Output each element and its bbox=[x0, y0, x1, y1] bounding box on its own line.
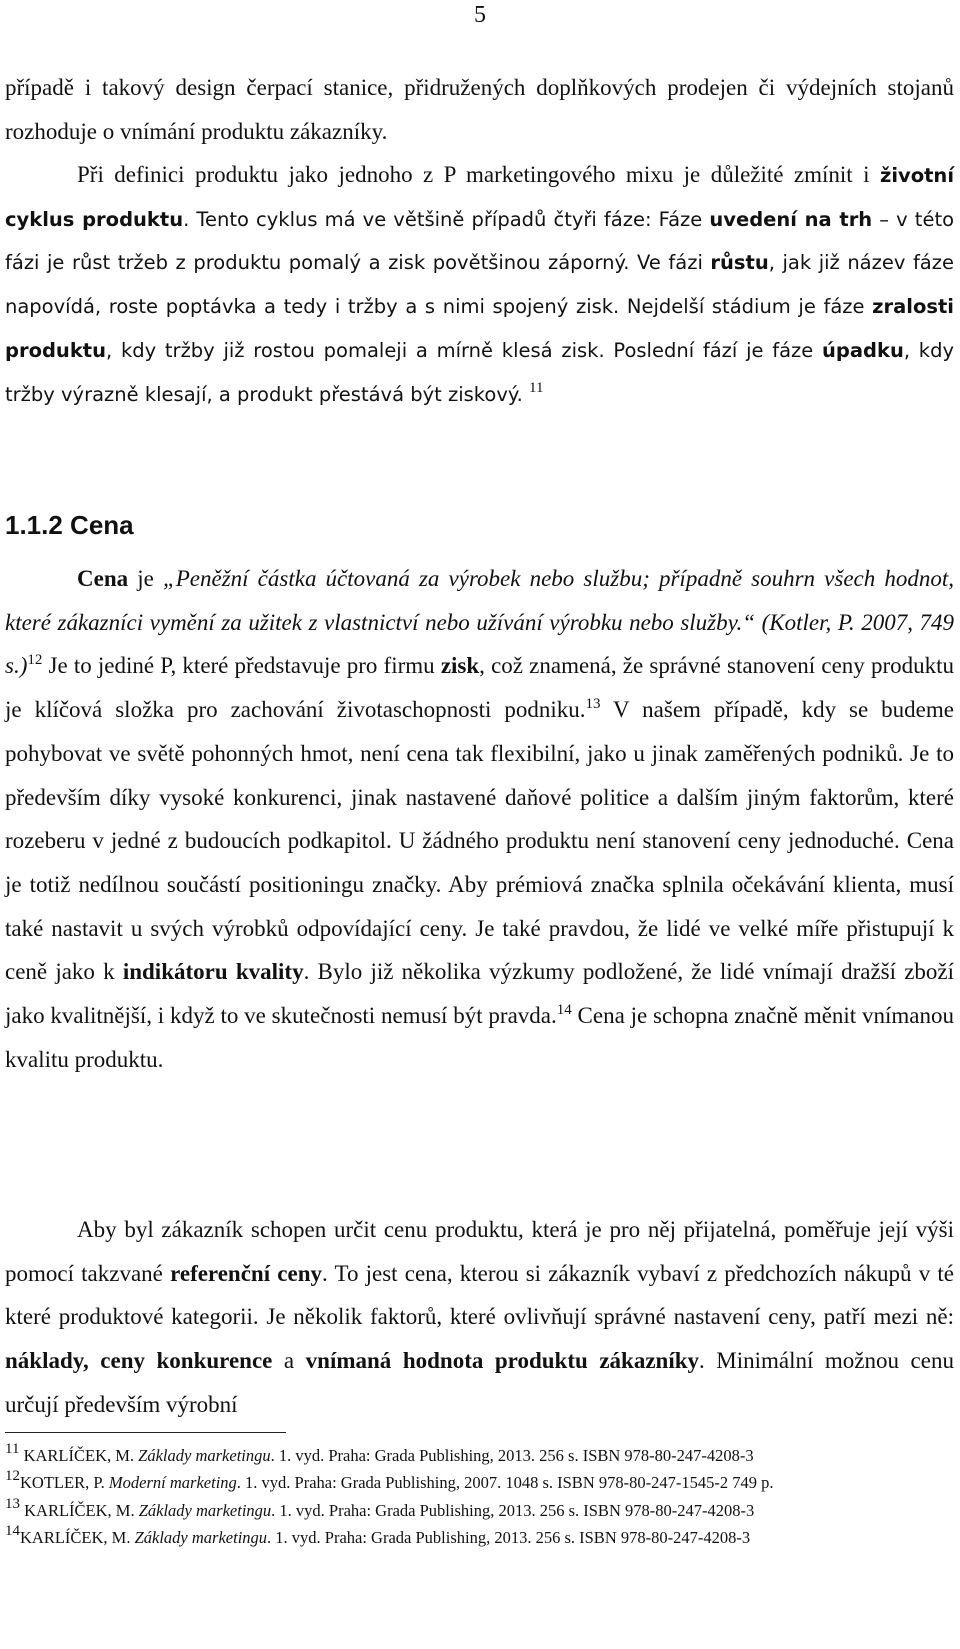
term-quality-indicator: indikátoru kvality bbox=[122, 959, 304, 985]
footnotes bbox=[5, 1442, 954, 1551]
paragraph-text: . Minimální možnou cenu určují především výrobní bbox=[5, 1348, 954, 1417]
footnote-number: 12 bbox=[5, 1468, 20, 1485]
paragraph-text: Je to jediné P, které představuje pro firmu bbox=[42, 653, 441, 679]
term-growth: růstu bbox=[710, 251, 769, 275]
paragraph-product-design bbox=[5, 66, 954, 153]
footnote-ref-13: 13 bbox=[585, 696, 601, 713]
footnote-title: Moderní marketing bbox=[108, 1473, 237, 1493]
paragraph-text: , kdy tržby výrazně klesají, a produkt přestává být ziskový. bbox=[5, 338, 954, 406]
paragraph-text: Aby byl zákazník schopen určit cenu produktu, která je pro něj přijatelná, poměřuje její výši pomocí takzvané bbox=[5, 1217, 954, 1286]
section-heading: 1.1.2 Cena bbox=[5, 510, 134, 540]
paragraph-text: – v této fázi je růst tržeb z produktu pomalý a zisk povětšinou záporný. Ve fázi bbox=[5, 207, 955, 275]
footnote-details: . 1. vyd. Praha: Grada Publishing, 2013. 256 s. ISBN 978-80-247-4208-3 bbox=[270, 1446, 754, 1465]
term-perceived-value: vnímaná hodnota produktu zákazníky bbox=[305, 1348, 699, 1374]
term-profit: zisk bbox=[440, 653, 480, 679]
term-introduction: uvedení na trh bbox=[709, 207, 873, 231]
term-reference-price: referenční ceny bbox=[170, 1260, 322, 1286]
footnote-12 bbox=[5, 1469, 954, 1496]
term-product-lifecycle: životní cyklus produktu bbox=[5, 164, 954, 231]
term-decline: úpadku bbox=[822, 338, 904, 362]
footnote-title: Základy marketingu bbox=[138, 1446, 271, 1465]
footnote-title: Základy marketingu bbox=[138, 1500, 272, 1520]
paragraph-reference-price bbox=[5, 1208, 954, 1427]
paragraph-price-definition bbox=[5, 557, 954, 1081]
term-price: Cena bbox=[77, 566, 129, 591]
footnote-author: KARLÍČEK, M. bbox=[20, 1527, 135, 1547]
footnote-14 bbox=[5, 1524, 954, 1551]
footnote-details: . 1. vyd. Praha: Grada Publishing, 2013. 256 s. ISBN 978-80-247-4208-3 bbox=[271, 1500, 755, 1520]
paragraph-text: , jak již název fáze napovídá, roste poptávka a tedy i tržby a s nimi spojený zisk. Nejdelší stádium je fáze bbox=[5, 251, 954, 319]
footnote-number: 14 bbox=[5, 1522, 20, 1539]
term-costs-competition: náklady, ceny konkurence bbox=[5, 1348, 273, 1374]
footnote-ref-11: 11 bbox=[529, 379, 544, 396]
definition-quote: „Peněžní částka účtovaná za výrobek nebo službu; případně souhrn všech hodnot, které zákazníci vymění za užitek z vlastnictví nebo užívání výrobku nebo služby.“ (Kotler, P. 2007, 749 s.) bbox=[5, 566, 954, 679]
paragraph-text: . To jest cena, kterou si zákazník vybaví z předchozích nákupů v té které produktové kategorii. Je několik faktorů, které ovlivňují správné nastavení ceny, patří mezi ně: bbox=[5, 1260, 954, 1330]
term-maturity: zralosti produktu bbox=[5, 295, 954, 362]
footnote-ref-14: 14 bbox=[556, 1002, 572, 1019]
footnote-title: Základy marketingu bbox=[134, 1527, 268, 1547]
paragraph-text: . Tento cyklus má ve většině případů čtyři fáze: Fáze bbox=[183, 207, 710, 231]
page-number: 5 bbox=[474, 2, 486, 28]
footnote-number: 11 bbox=[5, 1441, 20, 1457]
footnote-separator bbox=[5, 1432, 286, 1433]
paragraph-text: . Bylo již několika výzkumy podložené, že lidé vnímají dražší zboží jako kvalitnější, i když to ve skutečnosti nemusí být pravda. bbox=[5, 959, 954, 1029]
paragraph-product-lifecycle bbox=[5, 153, 954, 416]
footnote-author: KARLÍČEK, M. bbox=[20, 1500, 139, 1520]
footnote-details: . 1. vyd. Praha: Grada Publishing, 2013. 256 s. ISBN 978-80-247-4208-3 bbox=[267, 1527, 751, 1547]
paragraph-text: je bbox=[128, 566, 163, 591]
paragraph-text: , což znamená, že správné stanovení ceny produktu je klíčová složka pro zachování životaschopnosti podniku. bbox=[5, 653, 954, 723]
footnote-ref-12: 12 bbox=[27, 652, 43, 669]
paragraph-text: V našem případě, kdy se budeme pohybovat ve světě pohonných hmot, není cena tak flexibilní, jako u jinak zaměřených podniků. Je to především díky vysoké konkurenci, jinak nastavené daňové politice a dalším jiným faktorům, které rozeberu v jedné z budoucích podkapitol. U žádného produktu není stanovení ceny jednoduché. Cena je totiž nedílnou součástí positioningu značky. Aby prémiová značka splnila očekávání klienta, musí také nastavit u svých výrobků odpovídající ceny. Je také pravdou, že lidé ve velké míře přistupují k ceně jako k bbox=[5, 697, 954, 985]
footnote-author: KOTLER, P. bbox=[20, 1473, 109, 1493]
footnote-11 bbox=[5, 1442, 954, 1469]
footnote-author: KARLÍČEK, M. bbox=[19, 1446, 139, 1465]
paragraph-text: případě i takový design čerpací stanice, přidružených doplňkových prodejen či výdejních stojanů rozhoduje o vnímání produktu zákazníky. bbox=[5, 75, 954, 144]
footnote-13 bbox=[5, 1497, 954, 1524]
paragraph-text: Při definici produktu jako jednoho z P marketingového mixu je důležité zmínit i bbox=[77, 162, 880, 187]
paragraph-text: , kdy tržby již rostou pomaleji a mírně klesá zisk. Poslední fází je fáze bbox=[106, 338, 823, 362]
footnote-number: 13 bbox=[5, 1495, 20, 1512]
footnote-details: . 1. vyd. Praha: Grada Publishing, 2007. 1048 s. ISBN 978-80-247-1545-2 749 p. bbox=[236, 1473, 774, 1493]
paragraph-text: a bbox=[272, 1348, 306, 1374]
paragraph-text: Cena je schopna značně měnit vnímanou kvalitu produktu. bbox=[5, 1003, 954, 1072]
